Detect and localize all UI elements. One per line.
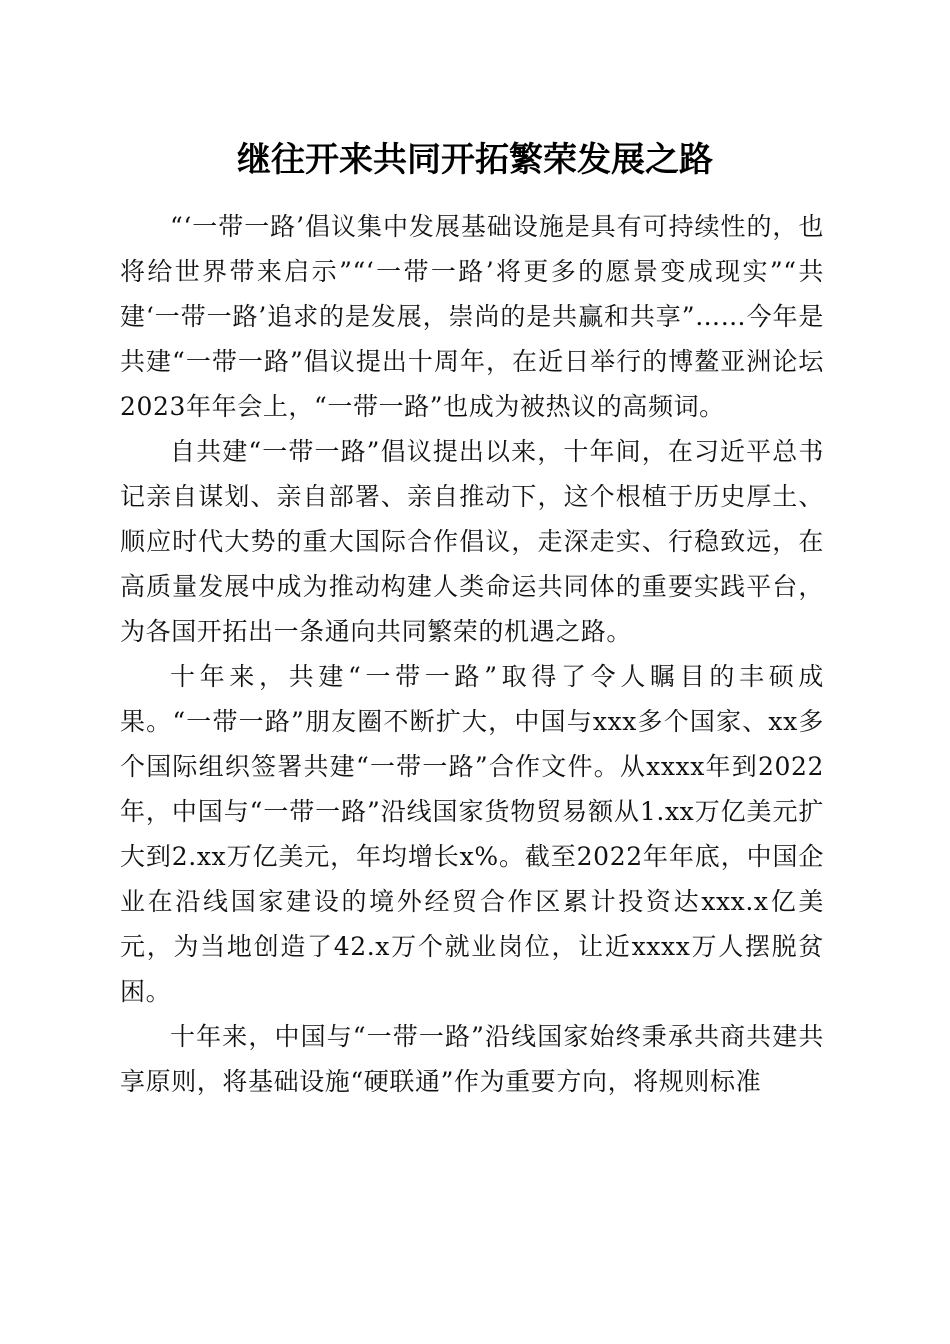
paragraph-2: 自共建“一带一路”倡议提出以来，十年间，在习近平总书记亲自谋划、亲自部署、亲自推动下，这个根植于历史厚土、顺应时代大势的重大国际合作倡议，走深走实、行稳致远，在高质量发展中成为推动构建人类命运共同体的重要实践平台，为各国开拓出一条通向共同繁荣的机遇之路。 (120, 437, 824, 646)
paragraph-1: “‘一带一路’倡议集中发展基础设施是具有可持续性的，也将给世界带来启示”“‘一带一路’将更多的愿景变成现实”“共建‘一带一路’追求的是发展，崇尚的是共赢和共享”……今年是共建“一带一路”倡议提出十周年，在近日举行的博鳌亚洲论坛2023年年会上，“一带一路”也成为被热议的高频词。 (120, 212, 824, 421)
document-title: 继往开来共同开拓繁荣发展之路 (237, 140, 713, 180)
paragraph-4: 十年来，中国与“一带一路”沿线国家始终秉承共商共建共享原则，将基础设施“硬联通”作为重要方向，将规则标准 (120, 1022, 824, 1096)
paragraph-3: 十年来，共建“一带一路”取得了令人瞩目的丰硕成果。“一带一路”朋友圈不断扩大，中国与xxx多个国家、xx多个国际组织签署共建“一带一路”合作文件。从xxxx年到2022年，中国与“一带一路”沿线国家货物贸易额从1.xx万亿美元扩大到2.xx万亿美元，年均增长x%。截至2022年年底，中国企业在沿线国家建设的境外经贸合作区累计投资达xxx.x亿美元，为当地创造了42.x万个就业岗位，让近xxxx万人摆脱贫困。 (120, 662, 824, 1006)
document-body (120, 204, 824, 1104)
